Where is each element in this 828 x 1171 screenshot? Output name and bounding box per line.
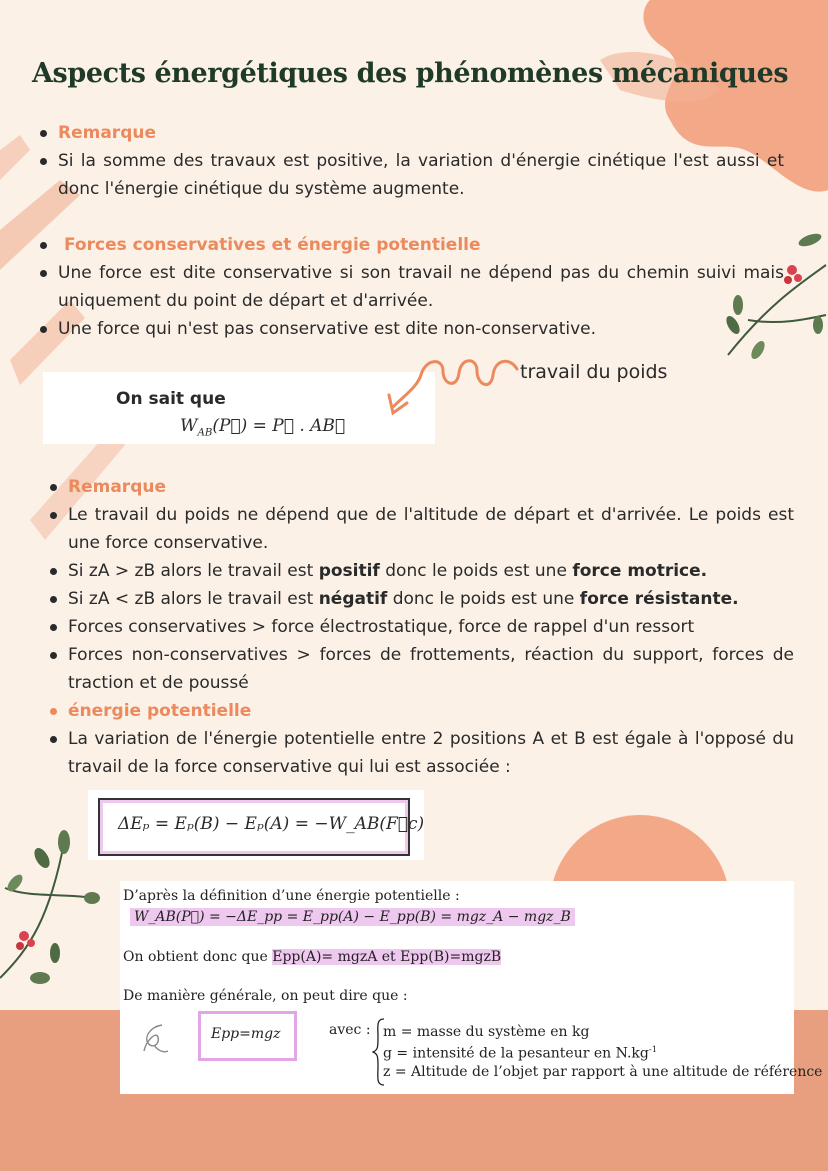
page-title: Aspects énergétiques des phénomènes mécaniques xyxy=(32,58,789,89)
section-remark-2 xyxy=(46,473,794,781)
def-g: g = intensité de la pesanteur en $N.kg^{-1}$ xyxy=(383,1044,658,1062)
weight-work-box xyxy=(43,372,435,444)
conservative-heading: Forces conservatives et énergie potentielle xyxy=(36,231,784,259)
remark2-item-1: Le travail du poids ne dépend que de l'altitude de départ et d'arrivée. Le poids est une force conservative. xyxy=(46,501,794,557)
card-line-3: De manière générale, on peut dire que : xyxy=(123,988,408,1004)
weight-work-intro: On sait que xyxy=(116,389,226,409)
def-z: z = Altitude de l’objet par rapport à une altitude de référence xyxy=(383,1064,823,1080)
conservative-item-1: Une force est dite conservative si son travail ne dépend pas du chemin suivi mais uniquement du point de départ et d'arrivée. xyxy=(36,259,784,315)
card-line-2-highlight: Epp(A)= mgzA et Epp(B)=mgzB xyxy=(272,949,502,965)
epp-formula: Epp=mgz xyxy=(211,1026,281,1042)
card-line-2-prefix: On obtient donc que xyxy=(123,949,273,965)
remark2-item-5: Forces non-conservatives > forces de frottements, réaction du support, forces de traction et de poussé xyxy=(46,641,794,697)
section-remark-1 xyxy=(36,119,784,203)
weight-work-rhs: = P⃗ . AB⃗ xyxy=(252,416,346,436)
remark2-heading: Remarque xyxy=(46,473,794,501)
remark2-item-4: Forces conservatives > force électrostatique, force de rappel d'un ressort xyxy=(46,613,794,641)
curly-arrow-icon xyxy=(385,355,525,425)
card-line-2 xyxy=(123,949,501,965)
delta-energy-box xyxy=(88,790,424,860)
remark2-item-2: Si zA > zB alors le travail est positif donc le poids est une force motrice. xyxy=(46,557,794,585)
remark-heading: Remarque xyxy=(36,119,784,147)
potential-energy-text: La variation de l'énergie potentielle entre 2 positions A et B est égale à l'opposé du travail de la force conservative qui lui est associée : xyxy=(46,725,794,781)
def-m: m = masse du système en kg xyxy=(383,1024,590,1040)
handwritten-mark-icon xyxy=(140,1021,170,1057)
avec-label: avec : xyxy=(329,1022,371,1038)
weight-work-label: travail du poids xyxy=(520,361,668,383)
potential-energy-card xyxy=(120,881,823,1094)
remark-text: Si la somme des travaux est positive, la variation d'énergie cinétique l'est aussi et donc l'énergie cinétique du système augmente. xyxy=(36,147,784,203)
epp-box xyxy=(198,1011,297,1061)
weight-work-formula xyxy=(180,416,345,438)
conservative-item-2: Une force qui n'est pas conservative est dite non-conservative. xyxy=(36,315,784,343)
weight-work-lhs-arg: (P⃗) xyxy=(212,416,248,436)
card-formula: W_AB(P⃗) = −ΔE_pp = E_pp(A) − E_pp(B) = mgz_A − mgz_B xyxy=(130,908,575,926)
weight-work-lhs: W xyxy=(180,416,198,436)
section-conservative-forces xyxy=(36,231,784,343)
potential-energy-heading: énergie potentielle xyxy=(46,697,794,725)
remark2-item-3: Si zA < zB alors le travail est négatif donc le poids est une force résistante. xyxy=(46,585,794,613)
delta-energy-formula: ΔEₚ = Eₚ(B) − Eₚ(A) = −W_AB(F⃗c) xyxy=(118,814,425,834)
card-line-1: D’après la définition d’une énergie potentielle : xyxy=(123,888,460,904)
weight-work-lhs-sub: AB xyxy=(197,427,213,439)
